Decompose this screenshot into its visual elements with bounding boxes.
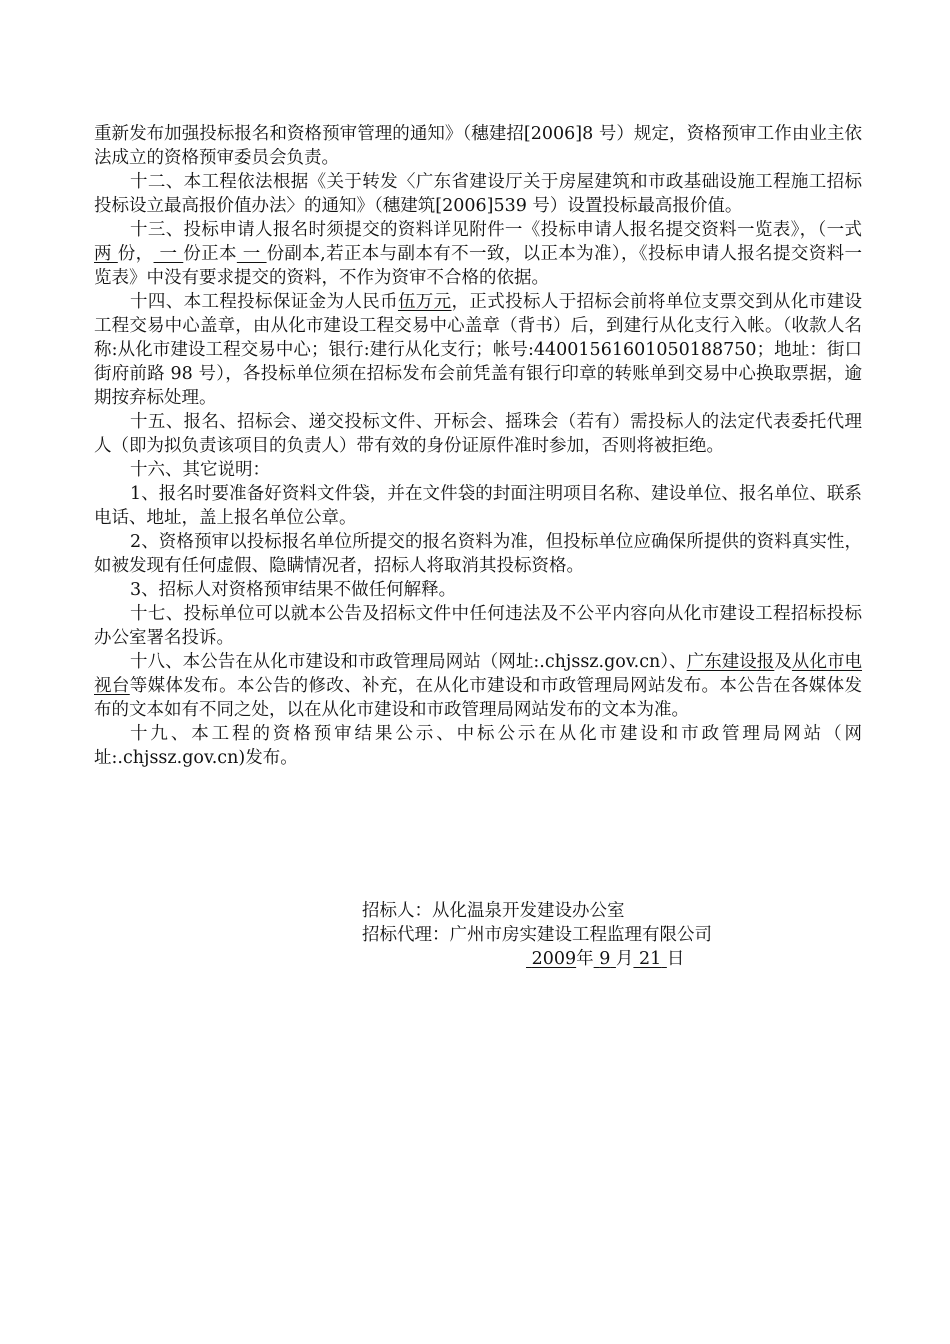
bond-amount: 伍万元	[397, 292, 452, 312]
date-day: 21	[639, 949, 662, 969]
p14-text-a: 十四、本工程投标保证金为人民币	[130, 292, 398, 312]
media-conghua-tv: 从化市电视台	[94, 652, 863, 696]
p18-text-a: 十八、本公告在从化市建设和市政管理局网站（网址:.chjssz.gov.cn）、	[130, 652, 687, 672]
duplicates-count: 一	[236, 244, 267, 264]
p13-text-d: 份副本,若正本与副本有不一致，以正本为准），《投标申请人报名提交资料一览表》中没有要求提交的资料，不作为资审不合格的依据。	[94, 244, 862, 288]
paragraph-18-publication	[94, 650, 862, 722]
p13-text-c: 份正本	[183, 244, 237, 264]
signature-date	[526, 947, 684, 971]
date-year-unit: 年	[576, 949, 594, 969]
media-guangdong-construction-news: 广东建设报	[686, 652, 775, 672]
paragraph-14-bid-bond	[94, 290, 862, 410]
originals-count: 一	[153, 244, 184, 264]
date-month: 9	[599, 949, 611, 969]
date-year: 2009	[531, 949, 577, 969]
date-day-unit: 日	[666, 949, 685, 969]
paragraph-17-complaints: 十七、投标单位可以就本公告及招标文件中任何违法及不公平内容向从化市建设工程招标投标办公室署名投诉。	[94, 604, 862, 648]
p18-text-b: 及	[774, 652, 792, 672]
paragraph-12-max-price: 十二、本工程依法根据《关于转发〈广东省建设厅关于房屋建筑和市政基础设施工程施工招标投标设立最高报价值办法〉的通知》（穗建筑[2006]539 号）设置投标最高报价值。	[94, 172, 862, 216]
paragraph-16-heading: 十六、其它说明：	[130, 460, 270, 480]
note-item-2: 2、资格预审以投标报名单位所提交的报名资料为准，但投标单位应确保所提供的资料真实性，如被发现有任何虚假、隐瞒情况者，招标人将取消其投标资格。	[94, 532, 862, 576]
note-item-1: 1、报名时要准备好资料文件袋，并在文件袋的封面注明项目名称、建设单位、报名单位、联系电话、地址，盖上报名单位公章。	[94, 484, 862, 528]
p14-text-b: ，正式投标人于招标会前将单位支票交到从化市建设工程交易中心盖章，由从化市建设工程交易中心盖章（背书）后，到建行从化支行入帐。（收款人名称:从化市建设工程交易中心；银行:建行从化支行；帐号:44001561601050188750；地址：街口街府前路 98 号），各投标单位须在招标发布会前凭盖有银行印章的转账单到交易中心换取票据，逾期按弃标处理。	[94, 292, 863, 408]
note-item-3: 3、招标人对资格预审结果不做任何解释。	[130, 580, 457, 600]
p13-text-a: 十三、投标申请人报名时须提交的资料详见附件一《投标申请人报名提交资料一览表》，（一式	[130, 220, 862, 240]
paragraph-13-application-documents	[94, 218, 862, 290]
copies-count: 两	[94, 244, 118, 264]
tenderer-line: 招标人：从化温泉开发建设办公室	[362, 901, 625, 921]
agent-line: 招标代理：广州市房实建设工程监理有限公司	[362, 925, 712, 945]
date-month-unit: 月	[615, 949, 634, 969]
p18-text-c: 等媒体发布。本公告的修改、补充，在从化市建设和市政管理局网站发布。本公告在各媒体发布的文本如有不同之处，以在从化市建设和市政管理局网站发布的文本为准。	[94, 676, 863, 720]
p13-text-b: 份，	[117, 244, 154, 264]
paragraph-continued: 重新发布加强投标报名和资格预审管理的通知》（穗建招[2006]8 号）规定，资格预审工作由业主依法成立的资格预审委员会负责。	[94, 124, 862, 168]
document-body	[94, 122, 862, 770]
paragraph-19-results: 十九、本工程的资格预审结果公示、中标公示在从化市建设和市政管理局网站（网址:.chjssz.gov.cn)发布。	[94, 724, 862, 768]
paragraph-15-attendance: 十五、报名、招标会、递交投标文件、开标会、摇珠会（若有）需投标人的法定代表委托代理人（即为拟负责该项目的负责人）带有效的身份证原件准时参加，否则将被拒绝。	[94, 412, 862, 456]
